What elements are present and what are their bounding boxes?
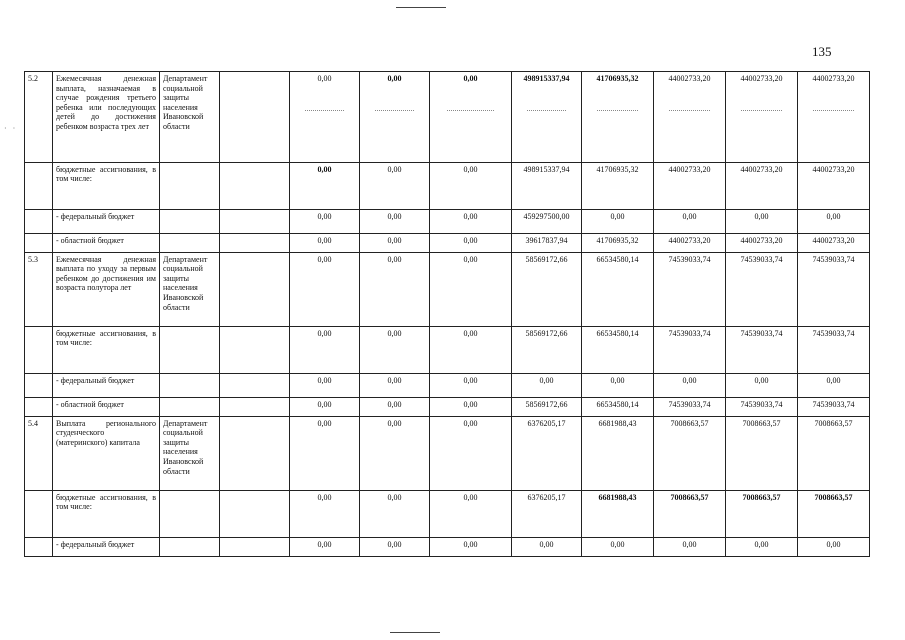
value-text: 6681988,43	[598, 492, 637, 502]
value-cell	[726, 210, 798, 234]
value-text: 74539033,74	[812, 328, 855, 338]
row-number	[25, 490, 53, 537]
spacer-cell	[220, 326, 290, 373]
margin-mark: · ·	[4, 124, 18, 133]
value-text: 0,00	[317, 492, 332, 502]
value-cell	[430, 538, 512, 557]
value-text: 0,00	[610, 540, 625, 550]
row-department	[160, 233, 220, 252]
table-row	[25, 233, 870, 252]
value-text: 74539033,74	[812, 400, 855, 409]
value-text: 0,00	[610, 212, 625, 222]
value-cell	[360, 210, 430, 234]
value-text: 0,00	[826, 540, 841, 550]
row-number: 5.3	[25, 252, 53, 326]
table-row	[25, 398, 870, 417]
value-cell	[512, 416, 582, 490]
value-text: 6376205,17	[527, 492, 566, 502]
value-cell	[512, 162, 582, 209]
value-text: 44002733,20	[668, 74, 711, 83]
dotted-line	[813, 110, 853, 111]
value-cell	[726, 416, 798, 490]
value-cell	[290, 326, 360, 373]
dotted-line	[305, 110, 344, 111]
value-cell	[798, 538, 870, 557]
value-text: 0,00	[387, 376, 402, 386]
value-cell	[360, 72, 430, 163]
value-cell	[582, 490, 654, 537]
value-cell	[360, 490, 430, 537]
value-text: 74539033,74	[812, 254, 855, 264]
value-cell	[726, 162, 798, 209]
bottom-rule	[390, 632, 440, 633]
table-row	[25, 210, 870, 234]
value-cell	[726, 374, 798, 398]
value-text: 0,00	[317, 254, 332, 264]
dotted-line	[597, 110, 637, 111]
value-cell	[430, 233, 512, 252]
value-text: 7008663,57	[814, 492, 853, 502]
value-text: 0,00	[826, 212, 841, 222]
spacer-cell	[220, 374, 290, 398]
value-text: 0,00	[463, 235, 478, 245]
row-department: Департамент социальной защиты населения Ивановской области	[160, 72, 220, 163]
value-cell	[582, 252, 654, 326]
spacer-cell	[220, 416, 290, 490]
value-text: 6681988,43	[598, 418, 637, 428]
spacer-cell	[220, 162, 290, 209]
value-cell	[582, 162, 654, 209]
row-number	[25, 210, 53, 234]
value-cell	[798, 210, 870, 234]
value-text: 0,00	[463, 376, 478, 386]
value-text: 0,00	[387, 74, 402, 83]
value-cell	[798, 490, 870, 537]
table-row	[25, 538, 870, 557]
row-name: - федеральный бюджет	[53, 538, 160, 557]
value-cell	[582, 233, 654, 252]
table-row	[25, 416, 870, 490]
value-text: 44002733,20	[740, 164, 783, 174]
value-text: 0,00	[539, 376, 554, 386]
value-cell	[582, 210, 654, 234]
value-cell	[654, 416, 726, 490]
value-text: 0,00	[463, 400, 478, 409]
row-name: бюджетные ассигнования, в том числе:	[53, 162, 160, 209]
row-department	[160, 398, 220, 417]
row-number	[25, 326, 53, 373]
value-text: 44002733,20	[812, 164, 855, 174]
value-cell	[582, 398, 654, 417]
value-cell	[654, 72, 726, 163]
value-text: 7008663,57	[814, 418, 853, 428]
row-department	[160, 326, 220, 373]
spacer-cell	[220, 233, 290, 252]
row-department	[160, 162, 220, 209]
value-text: 7008663,57	[670, 418, 709, 428]
value-text: 0,00	[463, 540, 478, 550]
value-cell	[360, 326, 430, 373]
value-cell	[290, 210, 360, 234]
value-cell	[512, 252, 582, 326]
value-cell	[430, 252, 512, 326]
value-cell	[582, 416, 654, 490]
value-text: 74539033,74	[740, 328, 783, 338]
value-cell	[430, 162, 512, 209]
value-cell	[582, 326, 654, 373]
value-cell	[726, 490, 798, 537]
top-rule	[396, 7, 446, 8]
value-text: 74539033,74	[668, 328, 711, 338]
value-text: 0,00	[317, 418, 332, 428]
value-cell	[798, 326, 870, 373]
row-name: бюджетные ассигнования, в том числе:	[53, 490, 160, 537]
value-text: 66534580,14	[596, 400, 639, 409]
value-text: 44002733,20	[740, 235, 783, 245]
dotted-line	[375, 110, 414, 111]
value-text: 0,00	[317, 400, 332, 409]
value-cell	[430, 326, 512, 373]
value-cell	[512, 490, 582, 537]
value-cell	[512, 326, 582, 373]
value-cell	[798, 398, 870, 417]
row-number	[25, 233, 53, 252]
row-number	[25, 162, 53, 209]
value-cell	[430, 210, 512, 234]
value-cell	[512, 398, 582, 417]
value-cell	[360, 398, 430, 417]
value-text: 498915337,94	[523, 74, 570, 83]
row-name: - федеральный бюджет	[53, 210, 160, 234]
value-cell	[798, 374, 870, 398]
row-name: - областной бюджет	[53, 398, 160, 417]
value-text: 7008663,57	[742, 492, 781, 502]
value-text: 66534580,14	[596, 254, 639, 264]
value-text: 0,00	[387, 254, 402, 264]
value-cell	[360, 374, 430, 398]
row-name: Ежемесячная денежная выплата по уходу за первым ребенком до достижения им возраста полутора лет	[53, 252, 160, 326]
value-cell	[798, 416, 870, 490]
value-text: 58569172,66	[525, 400, 568, 409]
value-text: 0,00	[754, 376, 769, 386]
value-cell	[360, 252, 430, 326]
value-text: 44002733,20	[812, 74, 855, 83]
value-cell	[798, 72, 870, 163]
value-text: 0,00	[539, 540, 554, 550]
value-cell	[290, 416, 360, 490]
value-cell	[290, 233, 360, 252]
row-department: Департамент социальной защиты населения Ивановской области	[160, 416, 220, 490]
table-row	[25, 326, 870, 373]
value-text: 41706935,32	[596, 235, 639, 245]
value-cell	[582, 538, 654, 557]
value-text: 0,00	[610, 376, 625, 386]
value-text: 0,00	[387, 328, 402, 338]
value-cell	[360, 538, 430, 557]
value-text: 7008663,57	[742, 418, 781, 428]
spacer-cell	[220, 252, 290, 326]
value-text: 74539033,74	[740, 400, 783, 409]
row-number: 5.2	[25, 72, 53, 163]
budget-table	[24, 71, 870, 557]
page-number: 135	[812, 44, 832, 59]
value-cell	[726, 72, 798, 163]
value-cell	[582, 374, 654, 398]
value-text: 41706935,32	[596, 164, 639, 174]
value-cell	[290, 398, 360, 417]
spacer-cell	[220, 538, 290, 557]
value-cell	[654, 490, 726, 537]
table-row	[25, 490, 870, 537]
spacer-cell	[220, 398, 290, 417]
row-department	[160, 210, 220, 234]
value-text: 0,00	[463, 418, 478, 428]
row-name: - областной бюджет	[53, 233, 160, 252]
value-text: 74539033,74	[668, 254, 711, 264]
value-text: 0,00	[387, 400, 402, 409]
value-cell	[726, 233, 798, 252]
value-text: 0,00	[463, 328, 478, 338]
value-text: 0,00	[463, 74, 478, 83]
table-row	[25, 252, 870, 326]
row-name: Выплата регионального студенческого (материнского) капитала	[53, 416, 160, 490]
value-cell	[290, 252, 360, 326]
spacer-cell	[220, 210, 290, 234]
value-cell	[290, 538, 360, 557]
value-text: 0,00	[754, 540, 769, 550]
value-cell	[290, 490, 360, 537]
value-cell	[360, 162, 430, 209]
value-cell	[726, 326, 798, 373]
value-text: 0,00	[463, 212, 478, 222]
row-number	[25, 538, 53, 557]
value-cell	[430, 398, 512, 417]
value-cell	[798, 252, 870, 326]
table-row	[25, 374, 870, 398]
value-text: 0,00	[682, 540, 697, 550]
value-text: 0,00	[317, 164, 332, 174]
row-number	[25, 398, 53, 417]
value-text: 0,00	[317, 212, 332, 222]
value-cell	[512, 72, 582, 163]
value-text: 66534580,14	[596, 328, 639, 338]
row-department	[160, 538, 220, 557]
value-cell	[798, 233, 870, 252]
dotted-line	[669, 110, 709, 111]
value-text: 44002733,20	[668, 164, 711, 174]
table-row	[25, 162, 870, 209]
value-cell	[654, 210, 726, 234]
value-cell	[512, 374, 582, 398]
value-text: 44002733,20	[740, 74, 783, 83]
value-text: 0,00	[387, 418, 402, 428]
row-number	[25, 374, 53, 398]
value-text: 498915337,94	[523, 164, 570, 174]
value-cell	[726, 398, 798, 417]
value-text: 0,00	[682, 212, 697, 222]
value-text: 0,00	[317, 328, 332, 338]
value-text: 0,00	[387, 540, 402, 550]
value-cell	[430, 72, 512, 163]
value-text: 0,00	[463, 254, 478, 264]
table-row	[25, 72, 870, 163]
spacer-cell	[220, 72, 290, 163]
row-number: 5.4	[25, 416, 53, 490]
value-text: 0,00	[317, 74, 332, 83]
value-text: 0,00	[387, 235, 402, 245]
value-cell	[430, 490, 512, 537]
spacer-cell	[220, 490, 290, 537]
value-text: 0,00	[463, 492, 478, 502]
value-text: 0,00	[387, 164, 402, 174]
value-text: 0,00	[317, 376, 332, 386]
value-cell	[654, 252, 726, 326]
value-cell	[360, 233, 430, 252]
row-name: - федеральный бюджет	[53, 374, 160, 398]
value-cell	[654, 374, 726, 398]
value-text: 74539033,74	[740, 254, 783, 264]
value-cell	[290, 162, 360, 209]
value-text: 0,00	[682, 376, 697, 386]
value-cell	[360, 416, 430, 490]
value-cell	[654, 162, 726, 209]
value-text: 0,00	[387, 212, 402, 222]
value-text: 39617837,94	[525, 235, 568, 245]
value-text: 58569172,66	[525, 328, 568, 338]
value-cell	[798, 162, 870, 209]
value-text: 41706935,32	[596, 74, 639, 83]
value-cell	[290, 374, 360, 398]
row-name: Ежемесячная денежная выплата, назначаемая в случае рождения третьего ребенка или последующих детей до достижения ребенком возраста трех лет	[53, 72, 160, 163]
dotted-line	[527, 110, 566, 111]
row-department	[160, 490, 220, 537]
value-cell	[726, 252, 798, 326]
value-text: 74539033,74	[668, 400, 711, 409]
value-cell	[654, 538, 726, 557]
dotted-line	[741, 110, 781, 111]
value-text: 459297500,00	[523, 212, 570, 222]
value-cell	[654, 233, 726, 252]
value-text: 44002733,20	[812, 235, 855, 245]
value-text: 0,00	[463, 164, 478, 174]
value-text: 44002733,20	[668, 235, 711, 245]
row-department	[160, 374, 220, 398]
value-cell	[290, 72, 360, 163]
value-cell	[654, 326, 726, 373]
row-department: Департамент социальной защиты населения Ивановской области	[160, 252, 220, 326]
value-cell	[430, 416, 512, 490]
value-text: 0,00	[317, 235, 332, 245]
value-cell	[726, 538, 798, 557]
value-text: 0,00	[387, 492, 402, 502]
value-text: 0,00	[317, 540, 332, 550]
value-cell	[654, 398, 726, 417]
value-cell	[512, 210, 582, 234]
row-name: бюджетные ассигнования, в том числе:	[53, 326, 160, 373]
value-cell	[512, 538, 582, 557]
value-cell	[430, 374, 512, 398]
value-text: 7008663,57	[670, 492, 709, 502]
value-text: 6376205,17	[527, 418, 566, 428]
value-cell	[512, 233, 582, 252]
value-text: 0,00	[826, 376, 841, 386]
value-cell	[582, 72, 654, 163]
value-text: 0,00	[754, 212, 769, 222]
dotted-line	[447, 110, 494, 111]
value-text: 58569172,66	[525, 254, 568, 264]
